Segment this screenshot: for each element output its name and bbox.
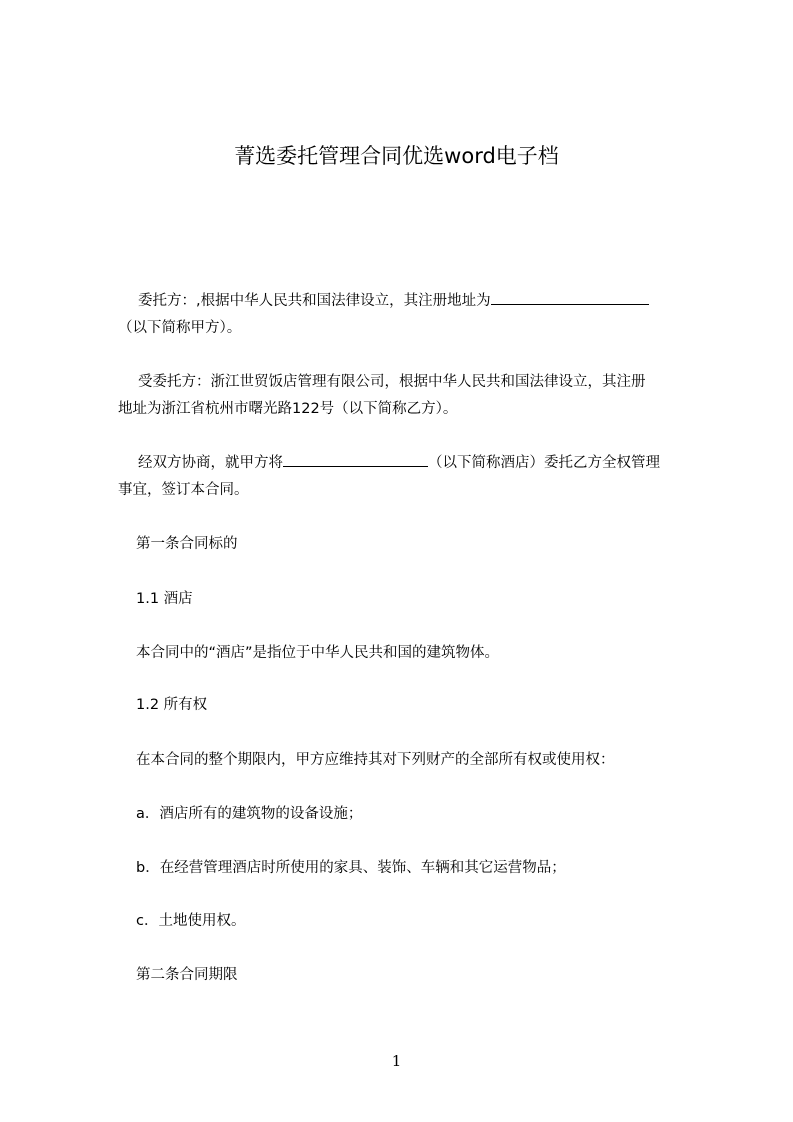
para2-line2: 地址为浙江省杭州市曙光路122号（以下简称乙方）。 (118, 401, 458, 417)
article2-heading: 第二条合同期限 (136, 967, 238, 983)
para1-text: 委托方：,根据中华人民共和国法律设立，其注册地址为 (138, 293, 491, 309)
para1-line2: （以下简称甲方）。 (118, 320, 242, 336)
section-1-2-text: 在本合同的整个期限内，甲方应维持其对下列财产的全部所有权或使用权： (136, 752, 615, 768)
section-1-1-heading: 1.1 酒店 (136, 591, 193, 607)
para3-text-b: （以下简称酒店）委托乙方全权管理 (428, 455, 660, 471)
section-1-1-text: 本合同中的“酒店”是指位于中华人民共和国的建筑物体。 (136, 645, 500, 661)
page-number: 1 (391, 1052, 402, 1070)
item-c: c．土地使用权。 (136, 913, 246, 929)
hotel-blank (283, 449, 428, 467)
section-1-2-heading: 1.2 所有权 (136, 697, 208, 713)
item-b: b．在经营管理酒店时所使用的家具、装饰、车辆和其它运营物品； (136, 860, 566, 876)
item-a: a．酒店所有的建筑物的设备设施； (136, 806, 363, 822)
para3-line2: 事宜，签订本合同。 (118, 482, 249, 498)
article1-heading: 第一条合同标的 (136, 536, 238, 552)
document-title: 菁选委托管理合同优选word电子档 (234, 144, 559, 168)
address-blank (491, 287, 649, 305)
para2-line1: 受委托方：浙江世贸饭店管理有限公司，根据中华人民共和国法律设立，其注册 (138, 374, 646, 390)
para3-text-a: 经双方协商，就甲方将 (138, 455, 283, 471)
